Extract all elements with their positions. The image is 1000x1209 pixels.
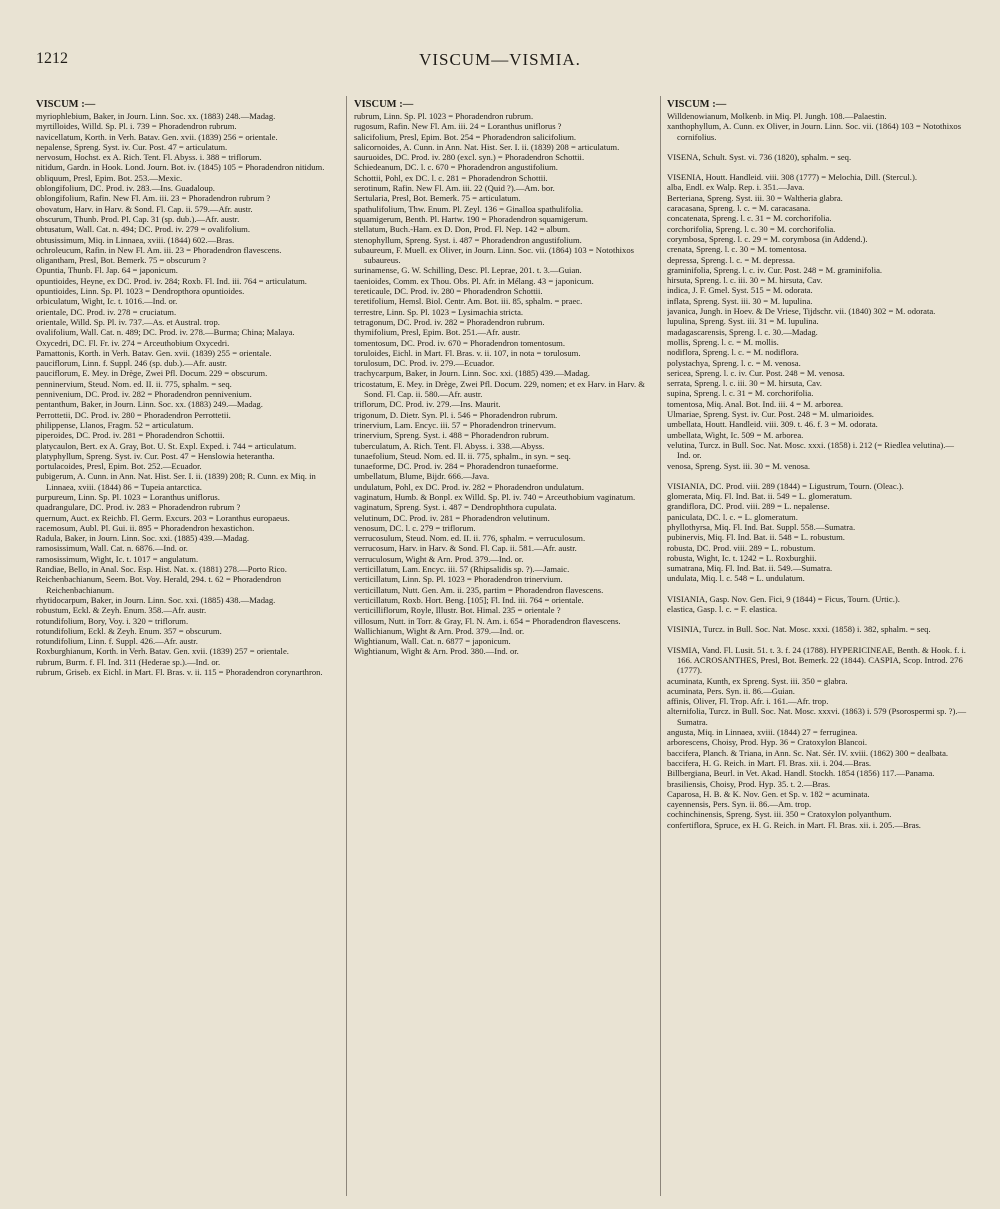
index-entry: Wallichianum, Wight & Arn. Prod. 379.—Ind. or.: [354, 625, 525, 636]
index-entry: verticillatum, Roxb. Hort. Beng. [105]; Fl. Ind. iii. 764 = orientale.: [354, 594, 584, 605]
index-entry: rotundifolium, Eckl. & Zeyh. Enum. 357 = obscurum.: [36, 625, 222, 636]
index-entry: umbellata, Houtt. Handleid. viii. 309. t. 46. f. 3 = M. odorata.: [667, 419, 878, 430]
index-entry: oblongifolium, Rafin. New Fl. Am. iii. 23 = Phoradendron rubrum ?: [36, 193, 271, 204]
index-entry: ramosissimum, Wall. Cat. n. 6876.—Ind. or.: [36, 543, 188, 554]
index-entry: depressa, Spreng. l. c. = M. depressa.: [667, 254, 795, 265]
index-entry: verticillatum, Lam. Encyc. iii. 57 (Rhipsalidis sp. ?).—Jamaic.: [354, 564, 570, 575]
index-entry: acuminata, Kunth, ex Spreng. Syst. iii. 350 = glabra.: [667, 675, 848, 686]
index-entry: rubrum, Burm. f. Fl. Ind. 311 (Hederae sp.).—Ind. or.: [36, 656, 221, 667]
index-entry: graminifolia, Spreng. l. c. iv. Cur. Post. 248 = M. graminifolia.: [667, 264, 883, 275]
index-entry: oligantham, Presl, Bot. Bemerk. 75 = obscurum ?: [36, 255, 207, 266]
index-entry: Roxburghianum, Korth. in Verh. Batav. Gen. xvii. (1839) 257 = orientale.: [36, 646, 289, 657]
index-entry: Randiae, Bello, in Anal. Soc. Esp. Hist. Nat. x. (1881) 278.—Porto Rico.: [36, 564, 287, 575]
page-number: 1212: [36, 50, 68, 67]
index-entry: caracasana, Spreng. l. c. = M. caracasana.: [667, 203, 811, 214]
index-entry: VISIANIA, DC. Prod. viii. 289 (1844) = Ligustrum, Tourn. (Oleac.).: [667, 480, 904, 491]
index-entry: obtusissimum, Miq. in Linnaea, xviii. (1844) 602.—Bras.: [36, 234, 235, 245]
index-entry: myrtilloides, Willd. Sp. Pl. i. 739 = Phoradendron rubrum.: [36, 121, 237, 132]
index-entry: velutinum, DC. Prod. iv. 281 = Phoradendron velutinum.: [354, 512, 550, 523]
index-entry: platyphyllum, Spreng. Syst. iv. Cur. Post. 47 = Henslowia heterantha.: [36, 450, 275, 461]
index-entry: madagascarensis, Spreng. l. c. 30.—Madag.: [667, 326, 818, 337]
index-entry: villosum, Nutt. in Torr. & Gray, Fl. N. Am. i. 654 = Phoradendron flavescens.: [354, 615, 621, 626]
index-entry: toruloides, Eichl. in Mart. Fl. Bras. v. ii. 107, in nota = torulosum.: [354, 347, 581, 358]
index-entry: venosum, DC. l. c. 279 = triflorum.: [354, 522, 476, 533]
index-entry: tomentosa, Miq. Anal. Bot. Ind. iii. 4 = M. arborea.: [667, 398, 843, 409]
index-entry: corchorifolia, Spreng. l. c. 30 = M. corchorifolia.: [667, 223, 836, 234]
index-entry: oblongifolium, DC. Prod. iv. 283.—Ins. Guadaloup.: [36, 183, 215, 194]
index-entry: teretifolium, Hemsl. Biol. Centr. Am. Bot. iii. 85, sphalm. = praec.: [354, 296, 583, 307]
index-entry: stenophyllum, Spreng. Syst. i. 487 = Phoradendron angustifolium.: [354, 234, 582, 245]
index-entry: orientale, DC. Prod. iv. 278 = cruciatum.: [36, 306, 177, 317]
index-entry: trinervium, Spreng. Syst. i. 488 = Phoradendron rubrum.: [354, 430, 549, 441]
index-entry: surinamense, G. W. Schilling, Desc. Pl. Leprae, 201. t. 3.—Guian.: [354, 265, 582, 276]
index-entry: verrucosum, Harv. in Harv. & Sond. Fl. Cap. ii. 581.—Afr. austr.: [354, 543, 577, 554]
index-entry: verticilliflorum, Royle, Illustr. Bot. Himal. 235 = orientale ?: [354, 605, 561, 616]
index-entry: obovatum, Harv. in Harv. & Sond. Fl. Cap. ii. 579.—Afr. austr.: [36, 203, 253, 214]
index-entry: vaginatum, Spreng. Syst. i. 487 = Dendrophthora cupulata.: [354, 502, 557, 513]
index-entry: javanica, Jungh. in Hoev. & De Vriese, Tijdschr. vii. (1840) 302 = M. odorata.: [667, 306, 936, 317]
index-entry: Schiedeanum, DC. l. c. 670 = Phoradendron angustifolium.: [354, 162, 558, 173]
index-entry: sericea, Spreng. l. c. iv. Cur. Post. 248 = M. venosa.: [667, 367, 845, 378]
index-entry: affinis, Oliver, Fl. Trop. Afr. i. 161.—Afr. trop.: [667, 696, 829, 707]
index-entry: rotundifolium, Bory, Voy. i. 320 = triflorum.: [36, 615, 189, 626]
index-entry: robusta, Wight, Ic. t. 1242 = L. Roxburghii.: [667, 552, 817, 563]
column-1: [36, 98, 340, 1198]
index-entry: Billbergiana, Beurl. in Vet. Akad. Handl. Stockh. 1854 (1856) 117.—Panama.: [667, 768, 935, 779]
index-entry: serotinum, Rafin. New Fl. Am. iii. 22 (Quid ?).—Am. bor.: [354, 183, 555, 194]
index-entry: VISMIA, Vand. Fl. Lusit. 51. t. 3. f. 24 (1788). HYPERICINEAE, Benth. & Hook. f. i. 166. ACROSANTHES, Presl, Bot. Bemerk. 22 (1844). CASPIA, Scop. Introd. 276 (1777).: [667, 644, 966, 676]
index-entry: rubrum, Griseb. ex Eichl. in Mart. Fl. Bras. v. ii. 115 = Phoradendron corynarthron.: [36, 667, 323, 678]
index-entry: brasiliensis, Choisy, Prod. Hyp. 35. t. 2.—Bras.: [667, 778, 831, 789]
index-entry: ochroleucum, Rafin. in New Fl. Am. iii. 23 = Phoradendron flavescens.: [36, 244, 282, 255]
block-gap: [667, 162, 967, 172]
index-entry: tunaefolium, Steud. Nom. ed. II. ii. 775, sphalm., in syn. = seq.: [354, 450, 571, 461]
index-entry: venosa, Spreng. Syst. iii. 30 = M. venosa.: [667, 460, 811, 471]
index-entry: subaureum, F. Muell. ex Oliver, in Journ. Linn. Soc. vii. (1864) 103 = Notothixos subaureus.: [354, 244, 634, 266]
index-entry: platycaulon, Bert. ex A. Gray, Bot. U. St. Expl. Exped. i. 744 = articulatum.: [36, 440, 297, 451]
index-entry: Sertularia, Presl, Bot. Bemerk. 75 = articulatum.: [354, 193, 521, 204]
index-entry: umbellatum, Blume, Bijdr. 666.—Java.: [354, 471, 490, 482]
index-entry: polystachya, Spreng. l. c. = M. venosa.: [667, 357, 801, 368]
index-entry: Ulmariae, Spreng. Syst. iv. Cur. Post. 248 = M. ulmarioides.: [667, 409, 874, 420]
column-divider: [346, 96, 347, 1196]
index-entry: salicornoides, A. Cunn. in Ann. Nat. Hist. Ser. I. ii. (1839) 208 = articulatum.: [354, 141, 620, 152]
index-entry: quernum, Auct. ex Reichb. Fl. Germ. Excurs. 203 = Loranthus europaeus.: [36, 512, 290, 523]
index-entry: philippense, Llanos, Fragm. 52 = articulatum.: [36, 419, 194, 430]
index-entry: sumatrana, Miq. Fl. Ind. Bat. ii. 549.—Sumatra.: [667, 563, 833, 574]
index-entry: nervosum, Hochst. ex A. Rich. Tent. Fl. Abyss. i. 388 = triflorum.: [36, 152, 262, 163]
index-entry: pennivenium, DC. Prod. iv. 282 = Phoradendron pennivenium.: [36, 389, 252, 400]
index-entry: nitidum, Gardn. in Hook. Lond. Journ. Bot. iv. (1845) 105 = Phoradendron nitidum.: [36, 162, 325, 173]
index-entry: racemosum, Aubl. Pl. Gui. ii. 895 = Phoradendron hexastichon.: [36, 522, 255, 533]
running-head: VISCUM—VISMIA.: [419, 50, 581, 69]
index-entry: nepalense, Spreng. Syst. iv. Cur. Post. 47 = articulatum.: [36, 141, 228, 152]
column-3: [667, 98, 967, 1198]
index-entry: rotundifolium, Linn. f. Suppl. 426.—Afr. austr.: [36, 636, 198, 647]
column-divider: [660, 96, 661, 1196]
index-entry: angusta, Miq. in Linnaea, xviii. (1844) 27 = ferruginea.: [667, 727, 858, 738]
index-entry: baccifera, H. G. Reich. in Mart. Fl. Bras. xii. i. 204.—Bras.: [667, 757, 872, 768]
index-entry: verrucosulum, Steud. Nom. ed. II. ii. 776, sphalm. = verruculosum.: [354, 533, 586, 544]
index-entry: thymifolium, Presl, Epim. Bot. 251.—Afr. austr.: [354, 327, 521, 338]
index-entry: Perrottetii, DC. Prod. iv. 280 = Phoradendron Perrottetii.: [36, 409, 231, 420]
index-entry: rhytidocarpum, Baker, in Journ. Linn. Soc. xxi. (1885) 438.—Madag.: [36, 594, 276, 605]
index-entry: Opuntia, Thunb. Fl. Jap. 64 = japonicum.: [36, 265, 178, 276]
index-entry: alternifolia, Turcz. in Bull. Soc. Nat. Mosc. xxxvi. (1863) i. 579 (Psorospermi sp. ?).—Sumatra.: [667, 706, 967, 727]
index-entry: pubinervis, Miq. Fl. Ind. Bat. ii. 548 = L. robustum.: [667, 532, 845, 543]
index-entry: Schottii, Pohl, ex DC. l. c. 281 = Phoradendron Schottii.: [354, 172, 548, 183]
index-entry: ovalifolium, Wall. Cat. n. 489; DC. Prod. iv. 278.—Burma; China; Malaya.: [36, 327, 295, 338]
index-entry: trigonum, D. Dietr. Syn. Pl. i. 546 = Phoradendron rubrum.: [354, 409, 558, 420]
index-entry: trachycarpum, Baker, in Journ. Linn. Soc. xxi. (1885) 439.—Madag.: [354, 368, 590, 379]
index-entry: mollis, Spreng. l. c. = M. mollis.: [667, 336, 779, 347]
block-gap: [667, 614, 967, 624]
index-entry: hirsuta, Spreng. l. c. iii. 30 = M. hirsuta, Cav.: [667, 275, 823, 286]
index-entry: nodiflora, Spreng. l. c. = M. nodiflora.: [667, 347, 799, 358]
index-entry: obtusatum, Wall. Cat. n. 494; DC. Prod. iv. 279 = ovalifolium.: [36, 224, 250, 235]
column-2: [354, 98, 654, 1198]
index-entry: VISENA, Schult. Syst. vi. 736 (1820), sphalm. = seq.: [667, 151, 852, 162]
index-entry: glomerata, Miq. Fl. Ind. Bat. ii. 549 = L. glomeratum.: [667, 491, 853, 502]
index-entry: portulacoides, Presl, Epim. Bot. 252.—Ecuador.: [36, 461, 202, 472]
index-entry: lupulina, Spreng. Syst. iii. 31 = M. lupulina.: [667, 316, 819, 327]
index-entry: confertiflora, Spruce, ex H. G. Reich. in Mart. Fl. Bras. xii. i. 205.—Bras.: [667, 819, 921, 830]
genus-heading: VISCUM :—: [667, 99, 727, 110]
index-entry: crenata, Spreng. l. c. 30 = M. tomentosa.: [667, 244, 807, 255]
index-entry: Pamattonis, Korth. in Verh. Batav. Gen. xvii. (1839) 255 = orientale.: [36, 347, 272, 358]
index-entry: obliquum, Presl, Epim. Bot. 253.—Mexic.: [36, 172, 183, 183]
index-entry: elastica, Gasp. l. c. = F. elastica.: [667, 604, 778, 615]
index-entry: tuberculatum, A. Rich. Tent. Fl. Abyss. i. 338.—Abyss.: [354, 440, 545, 451]
index-entry: orbiculatum, Wight, Ic. t. 1016.—Ind. or.: [36, 296, 178, 307]
index-entry: trinervium, Lam. Encyc. iii. 57 = Phoradendron trinervum.: [354, 419, 556, 430]
index-entry: opuntioides, Linn. Sp. Pl. 1023 = Dendropthora opuntioides.: [36, 286, 245, 297]
index-entry: cochinchinensis, Spreng. Syst. iii. 350 = Cratoxylon polyanthum.: [667, 809, 892, 820]
index-entry: Caparosa, H. B. & K. Nov. Gen. et Sp. v. 182 = acuminata.: [667, 788, 870, 799]
index-entry: squamigerum, Benth. Pl. Hartw. 190 = Phoradendron squamigerum.: [354, 213, 588, 224]
index-entry: acuminata, Pers. Syn. ii. 86.—Guian.: [667, 685, 795, 696]
index-entry: tetragonum, DC. Prod. iv. 282 = Phoradendron rubrum.: [354, 316, 545, 327]
index-entry: tricostatum, E. Mey. in Drège, Zwei Pfl. Docum. 229, nomen; et ex Harv. in Harv. & Sond. Fl. Cap. ii. 580.—Afr. austr.: [354, 378, 645, 400]
index-entry: penninervium, Steud. Nom. ed. II. ii. 775, sphalm. = seq.: [36, 378, 232, 389]
index-entry: xanthophyllum, A. Cunn. ex Oliver, in Journ. Linn. Soc. vii. (1864) 103 = Notothixos cornifolius.: [667, 121, 962, 142]
index-entry: Willdenowianum, Molkenb. in Miq. Pl. Jungh. 108.—Palaestin.: [667, 111, 887, 121]
index-entry: Wightianum, Wall. Cat. n. 6877 = japonicum.: [354, 636, 511, 647]
index-entry: alba, Endl. ex Walp. Rep. i. 351.—Java.: [667, 182, 805, 193]
index-entry: tunaeforme, DC. Prod. iv. 284 = Phoradendron tunaeforme.: [354, 461, 559, 472]
index-entry: umbellata, Wight, Ic. 509 = M. arborea.: [667, 429, 804, 440]
index-entry: piperoides, DC. Prod. iv. 281 = Phoradendron Schottii.: [36, 430, 225, 441]
index-entry: pubigerum, A. Cunn. in Ann. Nat. Hist. Ser. I. ii. (1839) 208; R. Cunn. ex Miq. in Linnaea, xviii. (1844) 86 = Tupeia antarctica.: [36, 471, 316, 492]
index-entry: myriophlebium, Baker, in Journ. Linn. Soc. xx. (1883) 248.—Madag.: [36, 111, 276, 121]
index-entry: paniculata, DC. l. c. = L. glomeratum.: [667, 511, 798, 522]
index-entry: sauruoides, DC. Prod. iv. 280 (excl. syn.) = Phoradendron Schottii.: [354, 152, 585, 163]
index-entry: tereticaule, DC. Prod. iv. 280 = Phoradendron Schottii.: [354, 286, 543, 297]
index-entry: corymbosa, Spreng. l. c. 29 = M. corymbosa (in Addend.).: [667, 233, 868, 244]
index-entry: purpureum, Linn. Sp. Pl. 1023 = Loranthus uniflorus.: [36, 491, 220, 502]
index-entry: obscurum, Thunb. Prod. Pl. Cap. 31 (sp. dub.).—Afr. austr.: [36, 213, 240, 224]
index-entry: verticillatum, Linn. Sp. Pl. 1023 = Phoradendron trinervium.: [354, 574, 563, 585]
index-entry: triflorum, DC. Prod. iv. 279.—Ins. Maurit.: [354, 399, 501, 410]
genus-heading: VISCUM :—: [354, 99, 414, 110]
index-entry: VISIANIA, Gasp. Nov. Gen. Fici, 9 (1844) = Ficus, Tourn. (Urtic.).: [667, 593, 900, 604]
index-entry: navicellatum, Korth. in Verh. Batav. Gen. xvii. (1839) 256 = orientale.: [36, 131, 278, 142]
index-entry: VISINIA, Turcz. in Bull. Soc. Nat. Mosc. xxxi. (1858) i. 382, sphalm. = seq.: [667, 624, 931, 635]
index-entry: rubrum, Linn. Sp. Pl. 1023 = Phoradendron rubrum.: [354, 111, 534, 121]
index-entry: supina, Spreng. l. c. 31 = M. corchorifolia.: [667, 388, 814, 399]
index-entry: robustum, Eckl. & Zeyh. Enum. 358.—Afr. austr.: [36, 605, 207, 616]
index-entry: arborescens, Choisy, Prod. Hyp. 36 = Cratoxylon Blancoi.: [667, 737, 868, 748]
index-entry: taenioides, Comm. ex Thou. Obs. Pl. Afr. in Mélang. 43 = japonicum.: [354, 275, 594, 286]
index-entry: quadrangulare, DC. Prod. iv. 283 = Phoradendron rubrum ?: [36, 502, 241, 513]
index-entry: verticillatum, Nutt. Gen. Am. ii. 235, partim = Phoradendron flavescens.: [354, 584, 604, 595]
index-entry: concatenata, Spreng. l. c. 31 = M. corchorifolia.: [667, 213, 832, 224]
index-entry: Radula, Baker, in Journ. Linn. Soc. xxi. (1885) 439.—Madag.: [36, 533, 250, 544]
index-entry: pauciflorum, Linn. f. Suppl. 246 (sp. dub.).—Afr. austr.: [36, 358, 227, 369]
index-entry: torulosum, DC. Prod. iv. 279.—Ecuador.: [354, 358, 495, 369]
index-entry: terrestre, Linn. Sp. Pl. 1023 = Lysimachia stricta.: [354, 306, 524, 317]
index-entry: inflata, Spreng. Syst. iii. 30 = M. lupulina.: [667, 295, 813, 306]
index-entry: pauciflorum, E. Mey. in Drège, Zwei Pfl. Docum. 229 = obscurum.: [36, 368, 268, 379]
index-entry: cayennensis, Pers. Syn. ii. 86.—Am. trop.: [667, 799, 812, 810]
index-entry: serrata, Spreng. l. c. iii. 30 = M. hirsuta, Cav.: [667, 378, 822, 389]
index-entry: pentanthum, Baker, in Journ. Linn. Soc. xx. (1883) 249.—Madag.: [36, 399, 263, 410]
index-entry: baccifera, Planch. & Triana, in Ann. Sc. Nat. Sér. IV. xviii. (1862) 300 = dealbata.: [667, 747, 949, 758]
index-entry: phyllothyrsa, Miq. Fl. Ind. Bat. Suppl. 558.—Sumatra.: [667, 521, 856, 532]
index-entry: Reichenbachianum, Seem. Bot. Voy. Herald, 294. t. 62 = Phoradendron Reichenbachianum.: [36, 574, 282, 595]
index-entry: verruculosum, Wight & Arn. Prod. 379.—Ind. or.: [354, 553, 524, 564]
index-entry: stellatum, Buch.-Ham. ex D. Don, Prod. Fl. Nep. 142 = album.: [354, 224, 571, 235]
index-entry: undulata, Miq. l. c. 548 = L. undulatum.: [667, 573, 805, 584]
index-entry: Berteriana, Spreng. Syst. iii. 30 = Waltheria glabra.: [667, 192, 843, 203]
index-entry: vaginatum, Humb. & Bonpl. ex Willd. Sp. Pl. iv. 740 = Arceuthobium vaginatum.: [354, 491, 636, 502]
index-entry: rugosum, Rafin. New Fl. Am. iii. 24 = Loranthus uniflorus ?: [354, 121, 562, 132]
index-entry: opuntioides, Heyne, ex DC. Prod. iv. 284; Roxb. Fl. Ind. iii. 764 = articulatum.: [36, 275, 307, 286]
block-gap: [667, 471, 967, 481]
index-entry: Wightianum, Wight & Arn. Prod. 380.—Ind. or.: [354, 646, 519, 657]
index-entry: velutina, Turcz. in Bull. Soc. Nat. Mosc. xxxi. (1858) i. 212 (= Riedlea velutina).—Ind. or.: [667, 439, 954, 461]
index-entry: indica, J. F. Gmel. Syst. 515 = M. odorata.: [667, 285, 813, 296]
index-entry: orientale, Willd. Sp. Pl. iv. 737.—As. et Austral. trop.: [36, 316, 220, 327]
index-entry: undulatum, Pohl, ex DC. Prod. iv. 282 = Phoradendron undulatum.: [354, 481, 584, 492]
index-entry: Oxycedri, DC. Fl. Fr. iv. 274 = Arceuthobium Oxycedri.: [36, 337, 230, 348]
index-entry: salicifolium, Presl, Epim. Bot. 254 = Phoradendron salicifolium.: [354, 131, 577, 142]
index-entry: VISENIA, Houtt. Handleid. viii. 308 (1777) = Melochia, Dill. (Stercul.).: [667, 172, 917, 183]
index-entry: robusta, DC. Prod. viii. 289 = L. robustum.: [667, 542, 816, 553]
block-gap: [667, 142, 967, 152]
index-entry: tomentosum, DC. Prod. iv. 670 = Phoradendron tomentosum.: [354, 337, 566, 348]
index-entry: grandiflora, DC. Prod. viii. 289 = L. nepalense.: [667, 501, 830, 512]
index-entry: ramosissimum, Wight, Ic. t. 1017 = angulatum.: [36, 553, 199, 564]
index-entry: spathulifolium, Thw. Enum. Pl. Zeyl. 136 = Ginalloa spathulifolia.: [354, 203, 583, 214]
genus-heading: VISCUM :—: [36, 99, 96, 110]
block-gap: [667, 584, 967, 594]
block-gap: [667, 635, 967, 645]
